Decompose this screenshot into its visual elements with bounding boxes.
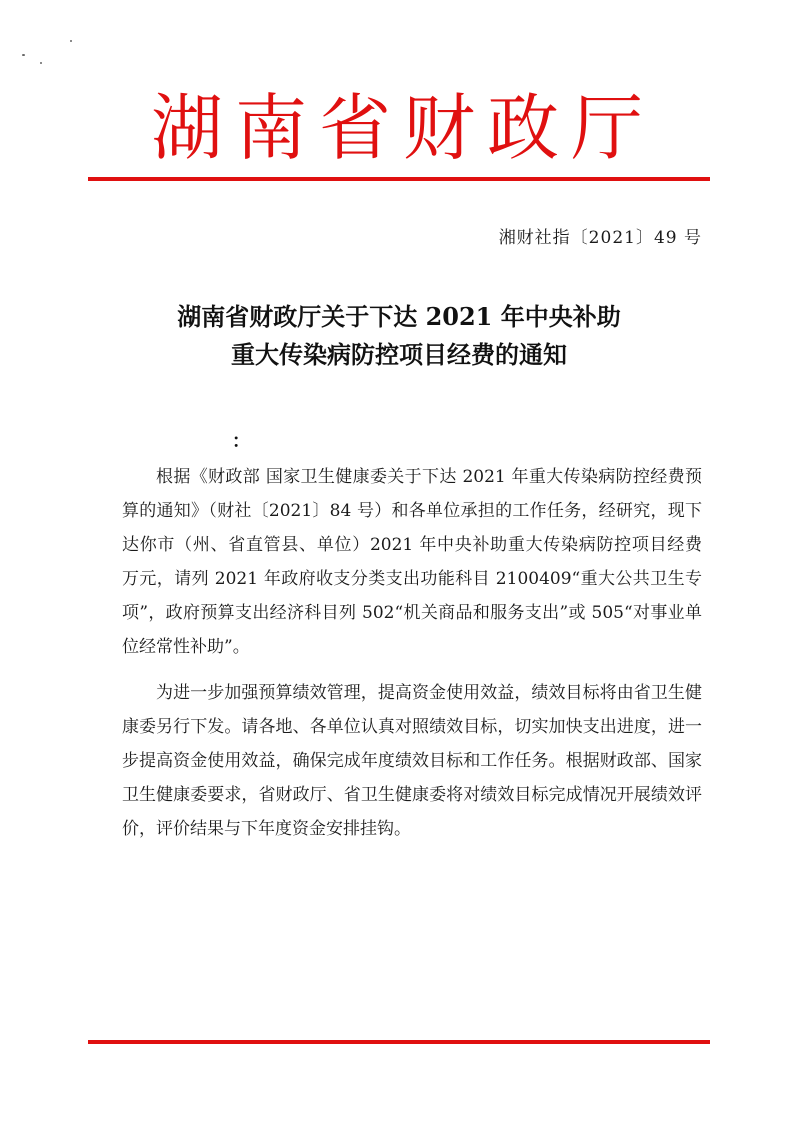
header-red-rule <box>88 177 710 181</box>
document-title <box>90 298 708 374</box>
document-title-line-2: 重大传染病防控项目经费的通知 <box>231 340 567 369</box>
footer-red-rule <box>88 1040 710 1044</box>
scan-speck <box>70 40 72 42</box>
scan-speck <box>40 62 42 64</box>
document-number: 湘财社指〔2021〕49 号 <box>498 228 702 248</box>
document-body <box>122 460 753 858</box>
body-paragraph-1: 根据《财政部 国家卫生健康委关于下达 2021 年重大传染病防控经费预算的通知》（财社〔2021〕84 号）和各单位承担的工作任务，经研究，现下达你市（州、省直管县、单位）2021 年中央补助重大传染病防控项目经费 万元，请列 2021 年政府收支分类支出功能科目 2100409“重大公共卫生专项”，政府预算支出经济科目列 502“机关商品和服务支出”或 505“对事业单位经常性补助”。 <box>122 467 753 657</box>
issuing-organization-header: 湖南省财政厅 <box>150 86 655 170</box>
body-paragraph-2: 为进一步加强预算绩效管理，提高资金使用效益，绩效目标将由省卫生健康委另行下发。请各地、各单位认真对照绩效目标，切实加快支出进度，进一步提高资金使用效益，确保完成年度绩效目标和工作任务。根据财政部、国家卫生健康委要求，省财政厅、省卫生健康委将对绩效目标完成情况开展绩效评价，评价结果与下年度资金安排挂钩。 <box>122 683 702 839</box>
document-title-line-1: 湖南省财政厅关于下达 2021 年中央补助 <box>177 302 621 331</box>
salutation: ： <box>232 431 250 452</box>
scan-speck <box>22 54 25 56</box>
